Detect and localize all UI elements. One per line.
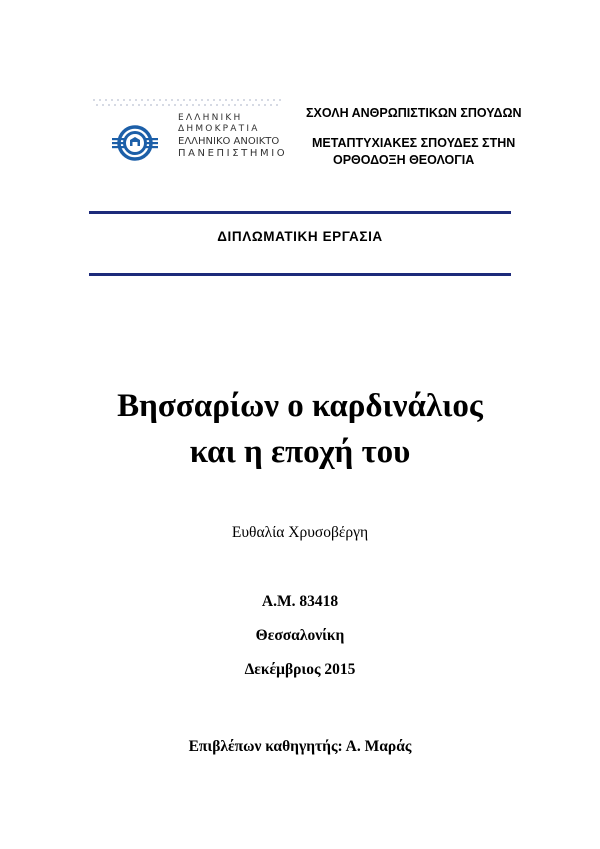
top-divider — [89, 211, 511, 214]
thesis-title-line1: Βησσαρίων ο καρδινάλιος — [117, 388, 483, 424]
thesis-title-line2: και η εποχή του — [189, 434, 411, 470]
university-logo — [90, 96, 290, 176]
logo-text-line1: ΕΛΛΗΝΙΚΗ — [178, 113, 243, 123]
registration-number: Α.Μ. 83418 — [261, 593, 339, 610]
city: Θεσσαλονίκη — [255, 627, 345, 644]
bottom-divider — [89, 273, 511, 276]
program-name-line1: ΜΕΤΑΠΤΥΧΙΑΚΕΣ ΣΠΟΥΔΕΣ ΣΤΗΝ — [312, 136, 516, 150]
logo-text-line2: ΔΗΜΟΚΡΑΤΙΑ — [178, 124, 260, 134]
logo-text-line3: ΕΛΛΗΝΙΚΟ ΑΝΟΙΚΤΟ — [178, 136, 280, 147]
supervisor-line: Επιβλέπων καθηγητής: Α. Μαράς — [188, 738, 412, 755]
university-emblem-icon — [112, 122, 158, 162]
document-type-heading: ΔΙΠΛΩΜΑΤΙΚΗ ΕΡΓΑΣΙΑ — [217, 229, 383, 244]
dotted-band-decoration — [90, 96, 290, 110]
author-name: Ευθαλία Χρυσοβέργη — [231, 524, 369, 541]
logo-text-line4: ΠΑΝΕΠΙΣΤΗΜΙΟ — [178, 148, 288, 159]
submission-date: Δεκέμβριος 2015 — [244, 661, 356, 678]
program-name-line2: ΟΡΘΟΔΟΞΗ ΘΕΟΛΟΓΙΑ — [333, 153, 475, 167]
school-name: ΣΧΟΛΗ ΑΝΘΡΩΠΙΣΤΙΚΩΝ ΣΠΟΥΔΩΝ — [306, 106, 522, 120]
